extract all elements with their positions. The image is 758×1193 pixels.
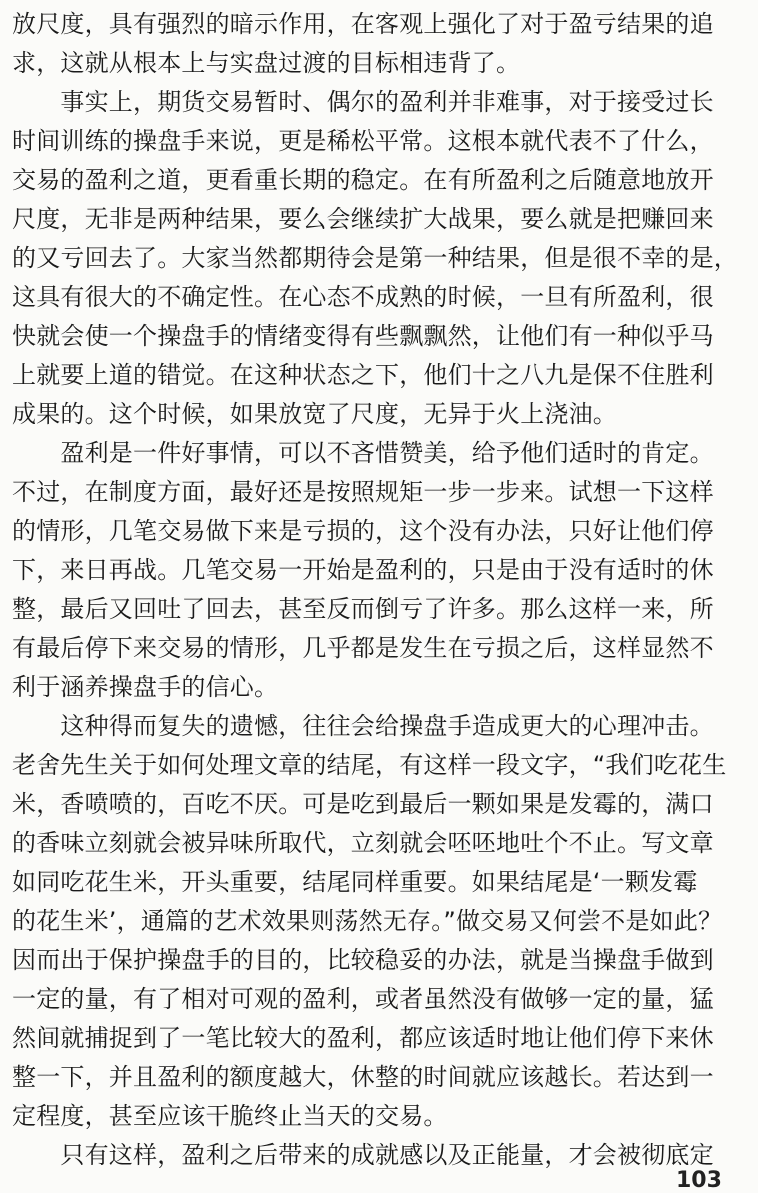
text-line: 这种得而复失的遗憾，往往会给操盘手造成更大的心理冲击。	[12, 712, 714, 740]
text-line: 如同吃花生米，开头重要，结尾同样重要。如果结尾是‘一颗发霉	[12, 868, 698, 896]
text-line: 有最后停下来交易的情形，几乎都是发生在亏损之后，这样显然不	[12, 634, 714, 662]
text-line: 的花生米’，通篇的艺术效果则荡然无存。”做交易又何尝不是如此？	[12, 907, 723, 935]
text-line: 下，来日再战。几笔交易一开始是盈利的，只是由于没有适时的休	[12, 556, 714, 584]
text-line: 快就会使一个操盘手的情绪变得有些飘飘然，让他们有一种似乎马	[12, 322, 714, 350]
text-line: 整，最后又回吐了回去，甚至反而倒亏了许多。那么这样一来，所	[12, 595, 714, 623]
text-line: 放尺度，具有强烈的暗示作用，在客观上强化了对于盈亏结果的追	[12, 10, 714, 38]
text-line: 求，这就从根本上与实盘过渡的目标相违背了。	[12, 49, 521, 77]
text-line: 利于涵养操盘手的信心。	[12, 673, 279, 701]
text-line: 的又亏回去了。大家当然都期待会是第一种结果，但是很不幸的是，	[12, 244, 738, 272]
text-line: 一定的量，有了相对可观的盈利，或者虽然没有做够一定的量，猛	[12, 985, 714, 1013]
text-line: 事实上，期货交易暂时、偶尔的盈利并非难事，对于接受过长	[12, 88, 714, 116]
text-line: 尺度，无非是两种结果，要么会继续扩大战果，要么就是把赚回来	[12, 205, 714, 233]
text-line: 这具有很大的不确定性。在心态不成熟的时候，一旦有所盈利，很	[12, 283, 714, 311]
text-line: 然间就捕捉到了一笔比较大的盈利，都应该适时地让他们停下来休	[12, 1024, 714, 1052]
text-line: 不过，在制度方面，最好还是按照规矩一步一步来。试想一下这样	[12, 478, 714, 506]
text-line: 米，香喷喷的，百吃不厌。可是吃到最后一颗如果是发霉的，满口	[12, 790, 714, 818]
text-line: 的香味立刻就会被异味所取代，立刻就会呸呸地吐个不止。写文章	[12, 829, 714, 857]
text-line: 只有这样，盈利之后带来的成就感以及正能量，才会被彻底定	[12, 1141, 714, 1169]
text-line: 因而出于保护操盘手的目的，比较稳妥的办法，就是当操盘手做到	[12, 946, 714, 974]
text-line: 定程度，甚至应该干脆终止当天的交易。	[12, 1102, 448, 1130]
text-line: 上就要上道的错觉。在这种状态之下，他们十之八九是保不住胜利	[12, 361, 714, 389]
text-line: 交易的盈利之道，更看重长期的稳定。在有所盈利之后随意地放开	[12, 166, 714, 194]
text-line: 盈利是一件好事情，可以不吝惜赞美，给予他们适时的肯定。	[12, 439, 714, 467]
text-line: 时间训练的操盘手来说，更是稀松平常。这根本就代表不了什么，	[12, 127, 714, 155]
text-line: 成果的。这个时候，如果放宽了尺度，无异于火上浇油。	[12, 400, 617, 428]
page-number: 103	[676, 1168, 722, 1193]
text-line: 整一下，并且盈利的额度越大，休整的时间就应该越长。若达到一	[12, 1063, 714, 1091]
text-line: 老舍先生关于如何处理文章的结尾，有这样一段文字，“我们吃花生	[12, 751, 727, 779]
text-line: 的情形，几笔交易做下来是亏损的，这个没有办法，只好让他们停	[12, 517, 714, 545]
